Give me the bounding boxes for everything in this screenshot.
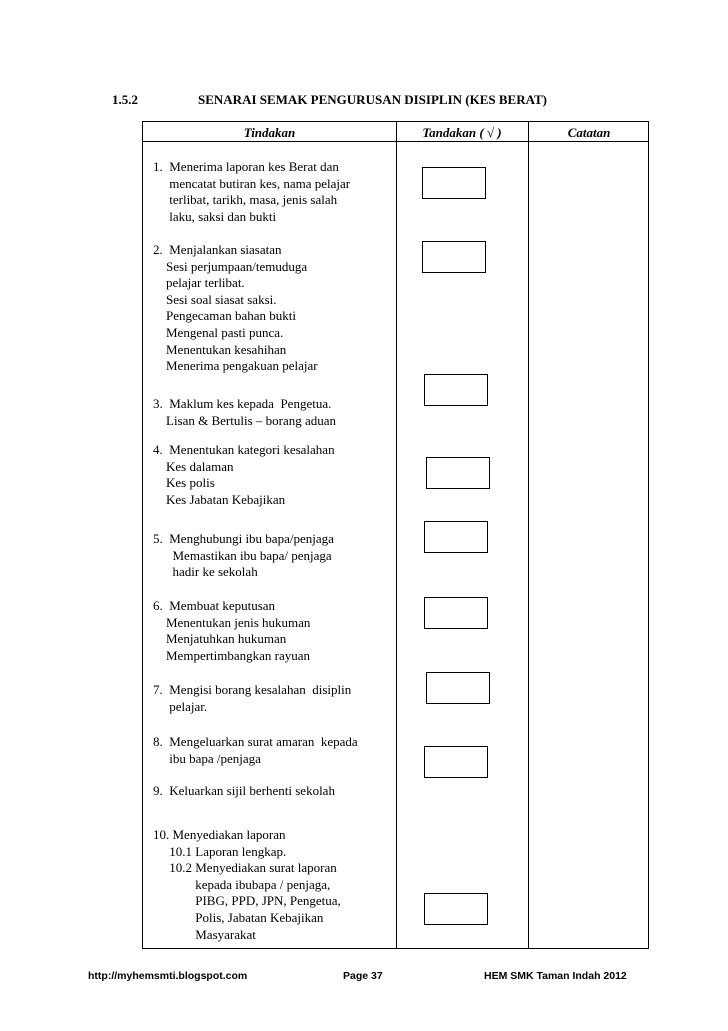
column-divider: [528, 122, 529, 948]
checklist-item-line: pelajar.: [153, 698, 208, 714]
checkbox-item-6[interactable]: [424, 597, 488, 629]
checklist-item-line: 1. Menerima laporan kes Berat dan: [153, 159, 339, 174]
checkbox-item-7[interactable]: [426, 672, 490, 704]
checklist-item-line: PIBG, PPD, JPN, Pengetua,: [153, 893, 341, 909]
checklist-item-line: ibu bapa /penjaga: [153, 750, 261, 766]
footer-url: http://myhemsmti.blogspot.com: [88, 970, 248, 982]
checklist-item-line: Lisan & Bertulis – borang aduan: [153, 412, 337, 428]
checklist-item-line: Memastikan ibu bapa/ penjaga: [153, 547, 332, 563]
checklist-item-line: Menentukan kesahihan: [153, 341, 287, 357]
checklist-item-7: [153, 682, 351, 715]
checkbox-item-8[interactable]: [424, 746, 488, 778]
checklist-item-line: Mempertimbangkan rayuan: [153, 647, 311, 663]
section-title: SENARAI SEMAK PENGURUSAN DISIPLIN (KES BERAT): [198, 92, 548, 107]
checklist-item-line: 6. Membuat keputusan: [153, 598, 276, 613]
header-action: Tindakan: [243, 125, 296, 140]
checkbox-item-5[interactable]: [424, 521, 488, 553]
header-mark: Tandakan ( √ ): [422, 125, 502, 140]
checklist-item-8: [153, 734, 358, 767]
checklist-table: [142, 121, 649, 949]
checklist-item-1: [153, 159, 350, 225]
checklist-item-line: 3. Maklum kes kepada Pengetua.: [153, 396, 332, 411]
header-notes: Catatan: [567, 125, 611, 140]
checklist-item-line: Kes dalaman: [153, 458, 234, 474]
checklist-item-line: 7. Mengisi borang kesalahan disiplin: [153, 682, 352, 697]
checklist-item-line: kepada ibubapa / penjaga,: [153, 876, 331, 892]
checklist-item-line: 8. Mengeluarkan surat amaran kepada: [153, 734, 358, 749]
checklist-item-line: Sesi perjumpaan/temuduga: [153, 258, 308, 274]
checklist-item-line: Pengecaman bahan bukti: [153, 308, 296, 324]
checklist-item-line: pelajar terlibat.: [153, 275, 245, 291]
checklist-item-5: [153, 531, 334, 581]
checklist-item-line: 10.1 Laporan lengkap.: [153, 843, 287, 859]
header-divider: [143, 141, 648, 142]
checklist-item-line: 4. Menentukan kategori kesalahan: [153, 442, 335, 457]
checkbox-item-10[interactable]: [424, 893, 488, 925]
checklist-item-line: Kes polis: [153, 475, 215, 491]
checklist-item-line: Polis, Jabatan Kebajikan: [153, 909, 324, 925]
checklist-item-10: [153, 827, 341, 943]
checklist-item-line: 2. Menjalankan siasatan: [153, 242, 282, 257]
section-number: 1.5.2: [112, 92, 138, 107]
checkbox-item-1[interactable]: [422, 167, 486, 199]
checkbox-item-3[interactable]: [424, 374, 488, 406]
checklist-item-line: terlibat, tarikh, masa, jenis salah: [153, 192, 338, 208]
checklist-item-line: Menerima pengakuan pelajar: [153, 358, 318, 374]
checklist-item-line: 9. Keluarkan sijil berhenti sekolah: [153, 783, 335, 798]
footer-page-number: Page 37: [343, 970, 383, 982]
checklist-item-line: hadir ke sekolah: [153, 564, 258, 580]
checkbox-item-4[interactable]: [426, 457, 490, 489]
checklist-item-line: 5. Menghubungi ibu bapa/penjaga: [153, 531, 334, 546]
checklist-item-line: 10. Menyediakan laporan: [153, 827, 286, 842]
checklist-item-line: Masyarakat: [153, 926, 256, 942]
checklist-item-9: [153, 783, 335, 800]
checklist-item-line: 10.2 Menyediakan surat laporan: [153, 860, 337, 876]
checklist-item-line: Kes Jabatan Kebajikan: [153, 491, 286, 507]
checklist-item-line: Sesi soal siasat saksi.: [153, 291, 277, 307]
checklist-item-line: laku, saksi dan bukti: [153, 208, 277, 224]
checklist-item-2: [153, 242, 318, 375]
checklist-item-line: Menentukan jenis hukuman: [153, 614, 311, 630]
checkbox-item-2[interactable]: [422, 241, 486, 273]
checklist-item-line: mencatat butiran kes, nama pelajar: [153, 175, 351, 191]
checklist-item-3: [153, 396, 336, 429]
checklist-item-6: [153, 598, 310, 664]
footer-school: HEM SMK Taman Indah 2012: [484, 970, 627, 982]
checklist-item-line: Mengenal pasti punca.: [153, 324, 284, 340]
column-divider: [396, 122, 397, 948]
checklist-item-4: [153, 442, 335, 508]
checklist-item-line: Menjatuhkan hukuman: [153, 631, 287, 647]
